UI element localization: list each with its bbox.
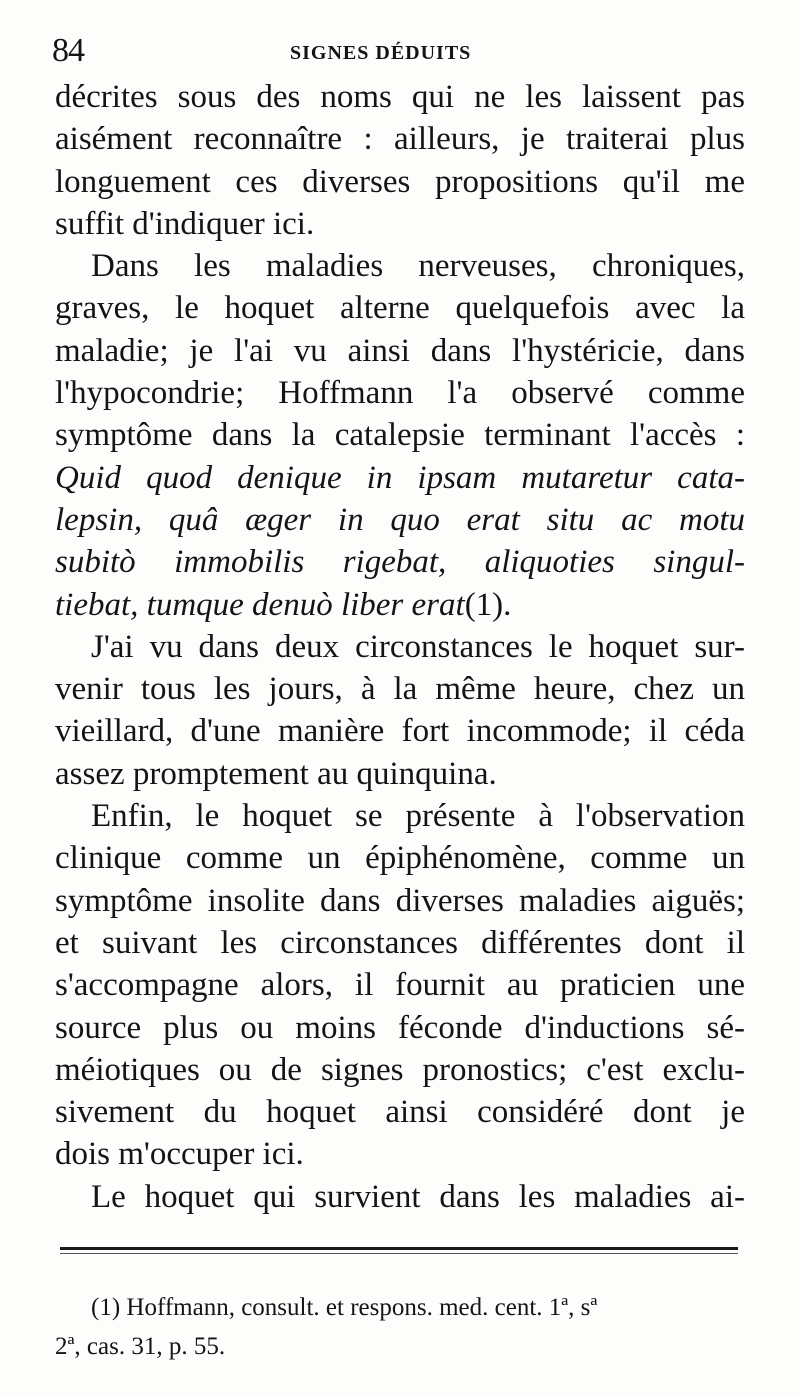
- text-line: Enfin, le hoquet se présente à l'observation: [91, 798, 745, 835]
- text-line: J'ai vu dans deux circonstances le hoquet sur-: [91, 628, 745, 665]
- footnote-divider-thin: [60, 1253, 738, 1254]
- text-line: assez promptement au quinquina.: [55, 755, 497, 792]
- text-line: décrites sous des noms qui ne les laissent pas: [55, 79, 745, 115]
- text-line: longuement ces diverses propositions qu'il me: [55, 163, 745, 200]
- text-line: Dans les maladies nerveuses, chroniques,: [91, 248, 745, 285]
- text-line: venir tous les jours, à la même heure, chez un: [55, 671, 745, 708]
- text-line: Le hoquet qui survient dans les maladies ai-: [91, 1178, 745, 1215]
- text-line: symptôme insolite dans diverses maladies aiguës;: [55, 882, 745, 919]
- text-line: maladie; je l'ai vu ainsi dans l'hystéricie, dans: [55, 332, 745, 369]
- text-line: sivement du hoquet ainsi considéré dont je: [55, 1094, 745, 1131]
- text-line: l'hypocondrie; Hoffmann l'a observé comme: [55, 375, 745, 412]
- text-line: symptôme dans la catalepsie terminant l'accès :: [55, 417, 745, 454]
- text-line: vieillard, d'une manière fort incommode; il céda: [55, 713, 745, 750]
- latin-quote-line: lepsin, quâ æger in quo erat situ ac motu: [55, 501, 745, 538]
- text-line: suffit d'indiquer ici.: [55, 205, 315, 242]
- page-number: 84: [52, 32, 84, 69]
- footnote: [55, 1288, 755, 1366]
- latin-quote-line-end: [55, 584, 745, 626]
- running-head: SIGNES DÉDUITS: [290, 42, 472, 64]
- latin-quote-line: Quid quod denique in ipsam mutaretur cata-: [55, 459, 745, 496]
- text-line: et suivant les circonstances différentes dont il: [55, 924, 745, 961]
- text-line: graves, le hoquet alterne quelquefois avec la: [55, 290, 745, 327]
- text-line: s'accompagne alors, il fournit au praticien une: [55, 967, 745, 1004]
- text-line: méiotiques ou de signes pronostics; c'est exclu-: [55, 1051, 745, 1088]
- text-line: clinique comme un épiphénomène, comme un: [55, 840, 745, 877]
- footnote-divider: [60, 1247, 738, 1250]
- page-header: [50, 26, 750, 76]
- text-line: aisément reconnaître : ailleurs, je traiterai plus: [55, 121, 745, 158]
- latin-quote-line: subitò immobilis rigebat, aliquoties singul-: [55, 544, 745, 581]
- footnote-line: (1) Hoffmann, consult. et respons. med. cent. 1ª, sª: [91, 1294, 598, 1321]
- text-line: source plus ou moins féconde d'inductions sé-: [55, 1009, 745, 1046]
- footnote-line: 2ª, cas. 31, p. 55.: [55, 1333, 226, 1360]
- text-line: dois m'occuper ici.: [55, 1136, 304, 1173]
- body-text: [55, 76, 745, 1218]
- footnote-reference: (1).: [464, 586, 512, 623]
- latin-quote-text: tiebat, tumque denuò liber erat: [55, 586, 465, 623]
